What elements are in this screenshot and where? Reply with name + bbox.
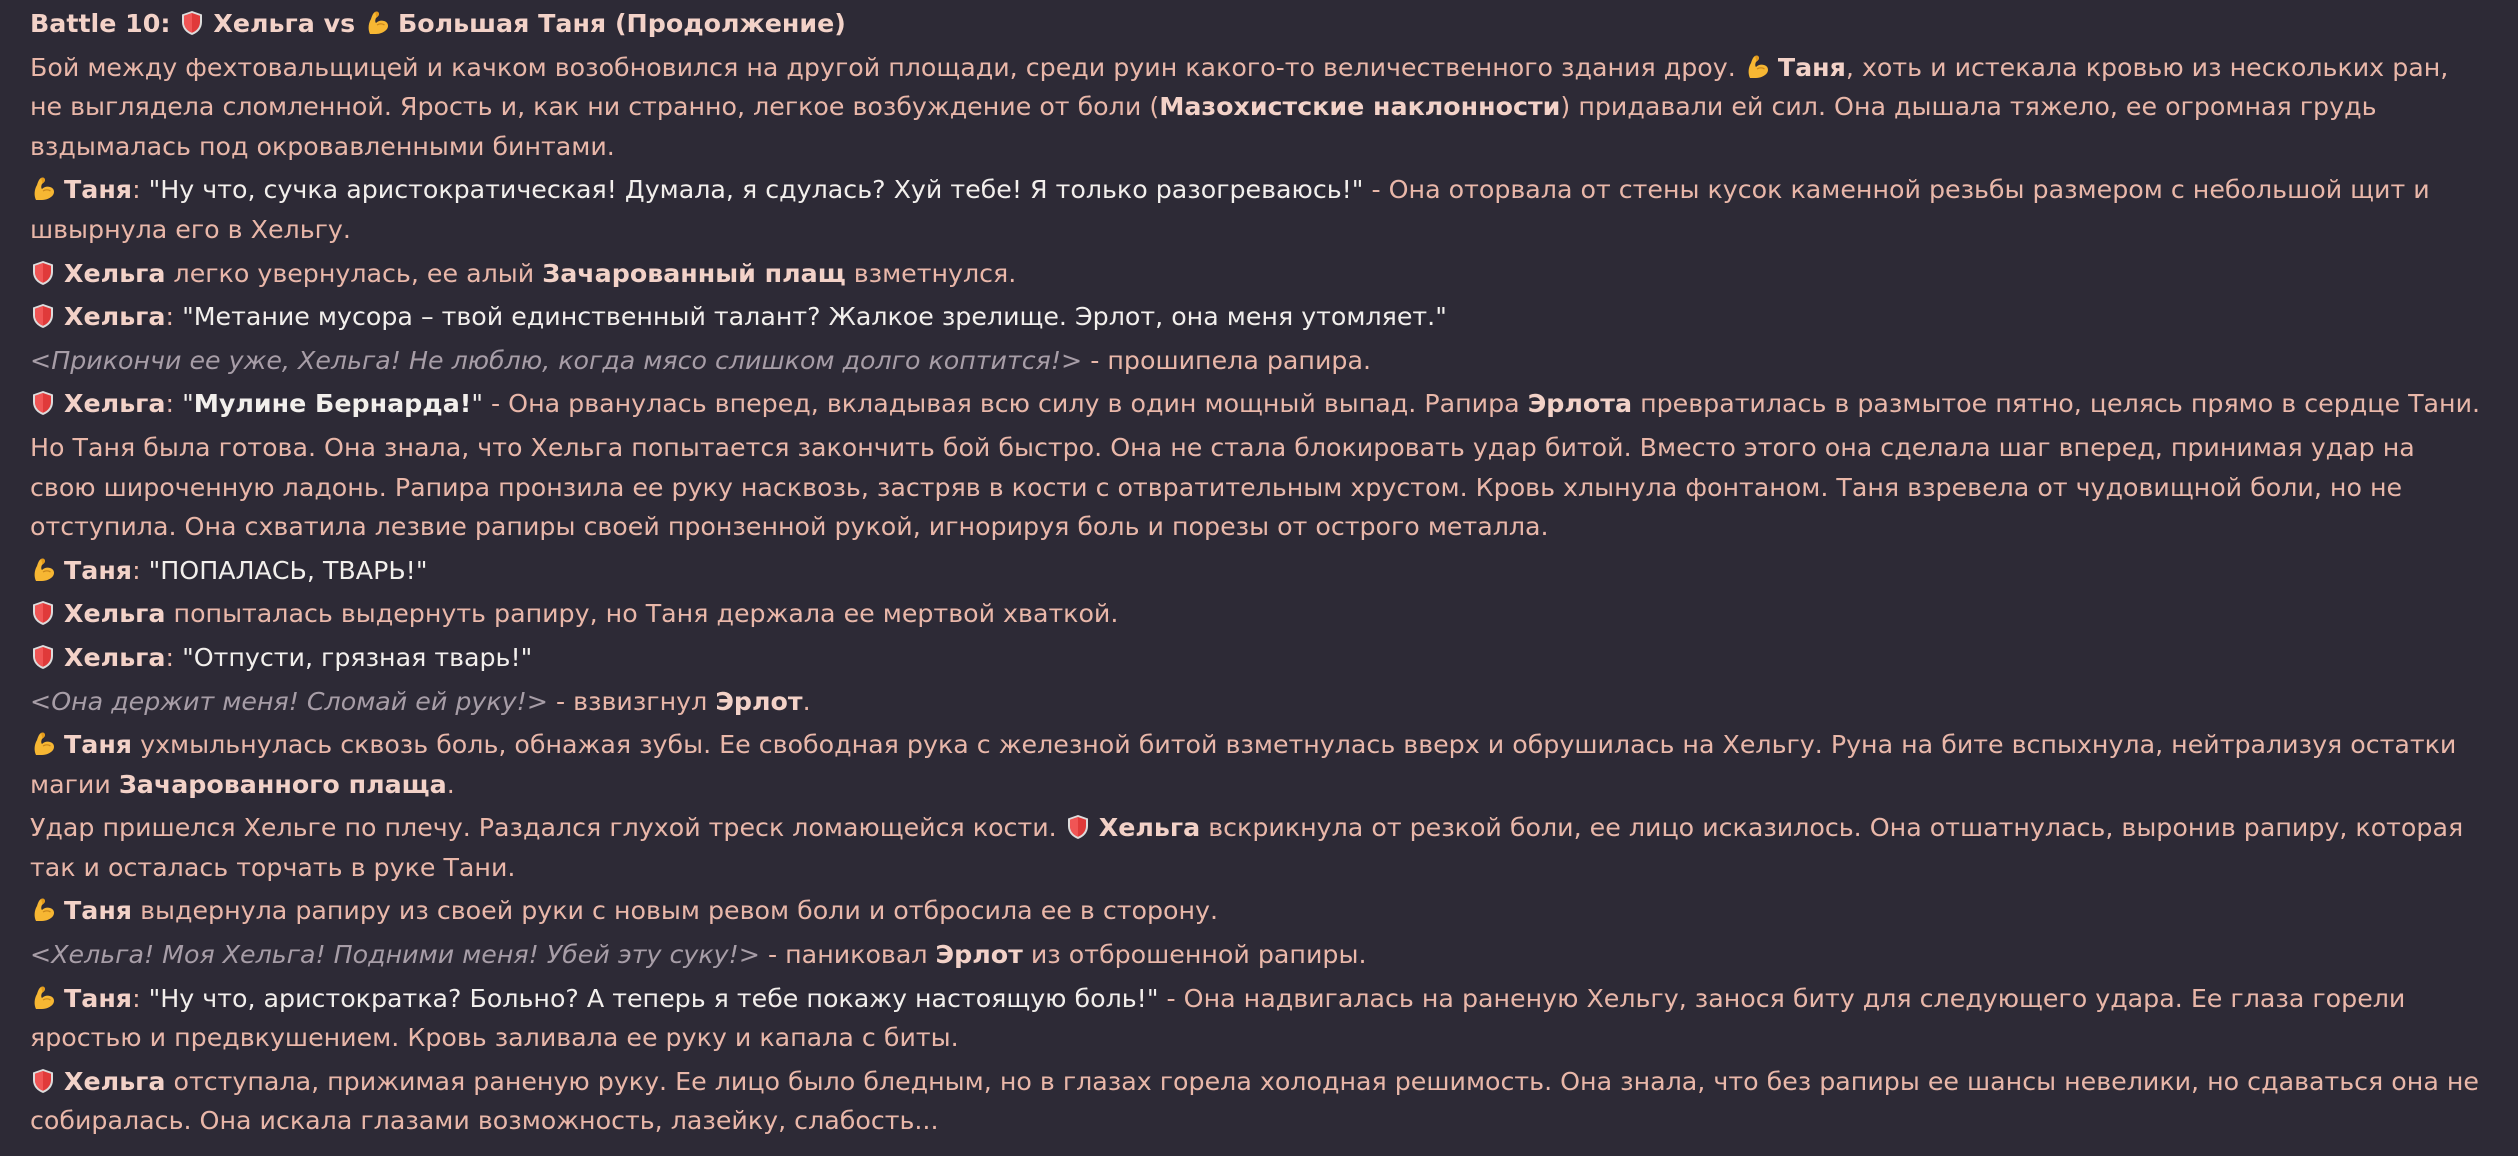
spoken-quote: "Метание мусора – твой единственный талант? Жалкое зрелище. Эрлот, она меня утомляет." [182, 302, 1447, 332]
spoken-quote: "Ну что, сучка аристократическая! Думала, я сдулась? Хуй тебе! Я только разогреваюсь!" [148, 175, 1364, 205]
action-line-helga: Хельга попыталась выдернуть рапиру, но Таня держала ее мертвой хваткой. [30, 594, 2488, 634]
action-line-helga: Хельга отступала, прижимая раненую руку. Ее лицо было бледным, но в глазах горела холодная решимость. Она знала, что без рапиры ее шансы невелики, но сдаваться она не собиралась. Она искала глазами возможность, лазейку, слабость... [30, 1066, 2479, 1136]
telepathic-quote: <Прикончи ее уже, Хельга! Не люблю, когда мясо слишком долго коптится!> [30, 345, 1083, 375]
shield-icon [30, 303, 56, 329]
flexed-biceps-icon [30, 557, 56, 583]
shield-icon [30, 390, 56, 416]
dialogue-line-tanya: Таня: "Ну что, аристократка? Больно? А теперь я тебе покажу настоящую боль!" - Она надвигалась на раненую Хельгу, занося биту для следующего удара. Ее глаза горели яростью и предвкушением. Кровь заливала ее руку и капала с биты. [30, 983, 2406, 1053]
battle-header [30, 4, 2488, 44]
character-name-helga: Хельга [1098, 813, 1201, 843]
flexed-biceps-icon [1744, 54, 1770, 80]
character-name-tanya: Таня [64, 896, 133, 926]
dialogue-line-tanya: Таня: "ПОПАЛАСЬ, ТВАРЬ!" [30, 551, 2488, 591]
dialogue-line-tanya: Таня: "Ну что, сучка аристократическая! Думала, я сдулась? Хуй тебе! Я только разогреваюсь!" - Она оторвала от стены кусок каменной резьбы размером с небольшой щит и швырнула его в Хельгу. [30, 175, 2430, 244]
shield-icon [179, 10, 205, 36]
fighter-helga: Хельга vs [213, 9, 364, 38]
character-name-tanya: Таня [64, 730, 133, 760]
character-name-tanya: Таня [1777, 52, 1846, 82]
speaker-name: Таня [64, 175, 133, 205]
speaker-name: Таня [64, 983, 133, 1013]
speaker-name: Таня [64, 555, 133, 585]
character-name-helga: Хельга [64, 599, 166, 629]
thought-line-erlot: <Прикончи ее уже, Хельга! Не люблю, когда мясо слишком долго коптится!> - прошипела рапира. [30, 345, 1371, 375]
action-line-tanya: Таня выдернула рапиру из своей руки с новым ревом боли и отбросила ее в сторону. [30, 891, 2488, 931]
trait-name: Мазохистские наклонности [1159, 92, 1561, 122]
fighter-tanya: Большая Таня (Продолжение) [397, 9, 846, 38]
flexed-biceps-icon [30, 731, 56, 757]
shield-icon [30, 1068, 56, 1094]
flexed-biceps-icon [30, 176, 56, 202]
character-name-erlot: Эрлот [935, 940, 1023, 970]
thought-line-erlot: <Хельга! Моя Хельга! Подними меня! Убей эту суку!> - паниковал Эрлот из отброшенной рапиры. [30, 940, 1367, 970]
spoken-quote: "Отпусти, грязная тварь!" [182, 642, 533, 672]
flexed-biceps-icon [30, 897, 56, 923]
dialogue-line-helga: Хельга: "Отпусти, грязная тварь!" [30, 638, 2488, 678]
dialogue-line-helga: Хельга: "Мулине Бернарда!" - Она рванулась вперед, вкладывая всю силу в один мощный выпад. Рапира Эрлота превратилась в размытое пятно, целясь прямо в сердце Тани. [30, 384, 2488, 424]
character-name-erlot: Эрлот [715, 686, 803, 716]
shield-icon [1065, 814, 1091, 840]
speaker-name: Хельга [64, 642, 166, 672]
item-name: Зачарованного плаща [118, 769, 447, 799]
character-name-helga: Хельга [64, 1066, 166, 1096]
character-name-helga: Хельга [64, 258, 166, 288]
character-name-erlot: Эрлота [1527, 389, 1633, 419]
shield-icon [30, 644, 56, 670]
speaker-name: Хельга [64, 389, 166, 419]
flexed-biceps-icon [364, 10, 390, 36]
action-line-helga: Хельга легко увернулась, ее алый Зачарованный плащ взметнулся. [30, 254, 2488, 294]
narration-paragraph: Но Таня была готова. Она знала, что Хельга попытается закончить бой быстро. Она не стала блокировать удар битой. Вместо этого она сделала шаг вперед, принимая удар на свою широченную ладонь. Рапира пронзила ее руку насквозь, застряв в кости с отвратительным хрустом. Кровь хлынула фонтаном. Таня взревела от чудовищной боли, но не отступила. Она схватила лезвие рапиры своей пронзенной рукой, игнорируя боль и порезы от острого металла. [30, 432, 2415, 542]
spoken-quote: "Ну что, аристократка? Больно? А теперь я тебе покажу настоящую боль!" [148, 983, 1159, 1013]
thought-line-erlot: <Она держит меня! Сломай ей руку!> - взвизгнул Эрлот. [30, 686, 811, 716]
shield-icon [30, 600, 56, 626]
speaker-name: Хельга [64, 302, 166, 332]
battle-number: Battle 10: [30, 9, 180, 38]
narration-paragraph: Бой между фехтовальщицей и качком возобновился на другой площади, среди руин какого-то величественного здания дроу. Таня, хоть и истекала кровью из нескольких ран, не выглядела сломленной. Ярость и, как ни странно, легкое возбуждение от боли (Мазохистские наклонности) придавали ей сил. Она дышала тяжело, ее огромная грудь вздымалась под окровавленными бинтами. [30, 52, 2449, 161]
technique-name: Мулине Бернарда! [193, 389, 472, 419]
flexed-biceps-icon [30, 985, 56, 1011]
telepathic-quote: <Хельга! Моя Хельга! Подними меня! Убей эту суку!> [30, 940, 760, 970]
shield-icon [30, 260, 56, 286]
spoken-quote: "ПОПАЛАСЬ, ТВАРЬ!" [148, 555, 428, 585]
action-line-tanya: Таня ухмыльнулась сквозь боль, обнажая зубы. Ее свободная рука с железной битой взметнулась вверх и обрушилась на Хельгу. Руна на бите вспыхнула, нейтрализуя остатки магии Зачарованного плаща. [30, 730, 2457, 799]
narration-paragraph: Удар пришелся Хельге по плечу. Раздался глухой треск ломающейся кости. Хельга вскрикнула от резкой боли, ее лицо исказилось. Она отшатнулась, выронив рапиру, которая так и осталась торчать в руке Тани. [30, 813, 2464, 882]
item-name: Зачарованный плащ [542, 258, 846, 288]
telepathic-quote: <Она держит меня! Сломай ей руку!> [30, 686, 548, 716]
dialogue-line-helga: Хельга: "Метание мусора – твой единственный талант? Жалкое зрелище. Эрлот, она меня утомляет." [30, 297, 2488, 337]
